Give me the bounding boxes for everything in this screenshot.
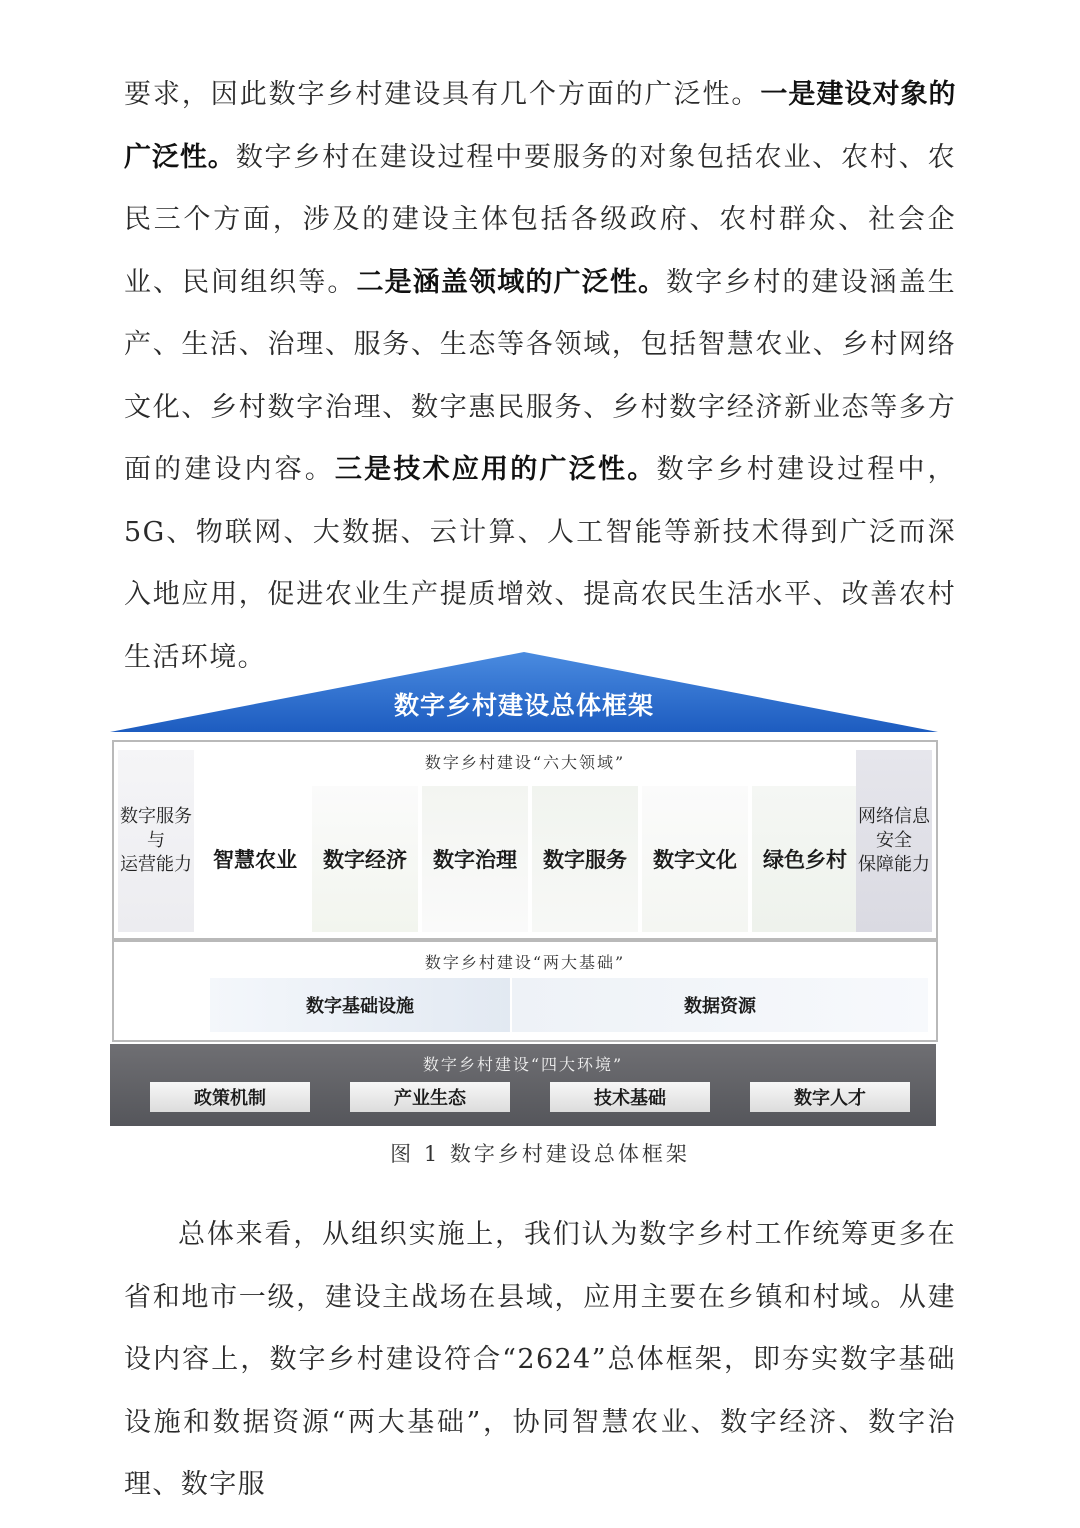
two-foundations-caption: 数字乡村建设“两大基础” — [424, 953, 626, 972]
figure-title: 数字乡村建设总体框架 — [393, 691, 654, 720]
side-line: 安全 — [876, 830, 912, 851]
framework-figure — [110, 648, 938, 1128]
text-segment: 数字乡村在建设过程中要服务的对象包括农业、农村、农民三个方面，涉及的建设主体包括各级政府、农村群众、社会企业、民间组织等。 — [124, 141, 957, 298]
domain-item: 数字治理 — [422, 786, 528, 932]
figure-caption: 图 1 数字乡村建设总体框架 — [390, 1142, 690, 1166]
foundation-item: 数字基础设施 — [210, 978, 510, 1032]
environment-item: 政策机制 — [150, 1082, 310, 1112]
domain-item: 绿色乡村 — [752, 786, 858, 932]
text-segment: 要求，因此数字乡村建设具有几个方面的广泛性。 — [124, 79, 761, 110]
text-segment: 数字乡村的建设涵盖生产、生活、治理、服务、生态等各领域，包括智慧农业、乡村网络文化、乡村数字治理、数字惠民服务、乡村数字经济新业态等多方面的建设内容。 — [124, 266, 957, 485]
side-label-left — [118, 750, 194, 932]
foundation-item: 数据资源 — [512, 978, 928, 1032]
six-domains-box — [112, 740, 938, 940]
environment-item: 数字人才 — [750, 1082, 910, 1112]
bold-heading-1: 一是建设对象的广泛性。 — [124, 79, 956, 173]
four-environments-box — [110, 1044, 936, 1126]
text-segment: 数字乡村建设过程中，5G、物联网、大数据、云计算、人工智能等新技术得到广泛而深入地应用，促进农业生产提质增效、提高农民生活水平、改善农村生活环境。 — [124, 454, 956, 673]
paragraph-2: 总体来看，从组织实施上，我们认为数字乡村工作统筹更多在省和地市一级，建设主战场在县域，应用主要在乡镇和村域。从建设内容上，数字乡村建设符合“2624”总体框架，即夯实数字基础设施和数据资源“两大基础”，协同智慧农业、数字经济、数字治理、数字服 — [124, 1219, 956, 1500]
six-domains-caption: 数字乡村建设“六大领域” — [424, 753, 626, 772]
side-line: 数字服务 — [120, 806, 192, 827]
two-foundations-box — [112, 940, 938, 1042]
paragraph-1 — [124, 64, 956, 689]
side-line: 运营能力 — [120, 854, 192, 875]
domain-item: 数字经济 — [312, 786, 418, 932]
domain-item: 数字文化 — [642, 786, 748, 932]
side-label-right — [856, 750, 932, 932]
domain-item: 数字服务 — [532, 786, 638, 932]
bold-heading-2: 二是涵盖领域的广泛性。 — [356, 266, 667, 298]
side-line: 网络信息 — [858, 806, 930, 827]
side-line: 与 — [147, 830, 165, 851]
environment-item: 产业生态 — [350, 1082, 510, 1112]
domain-item: 智慧农业 — [213, 848, 297, 872]
side-line: 保障能力 — [858, 854, 930, 875]
bold-heading-3: 三是技术应用的广泛性。 — [334, 454, 657, 485]
four-environments-caption: 数字乡村建设“四大环境” — [422, 1055, 624, 1074]
environment-item: 技术基础 — [550, 1082, 710, 1112]
